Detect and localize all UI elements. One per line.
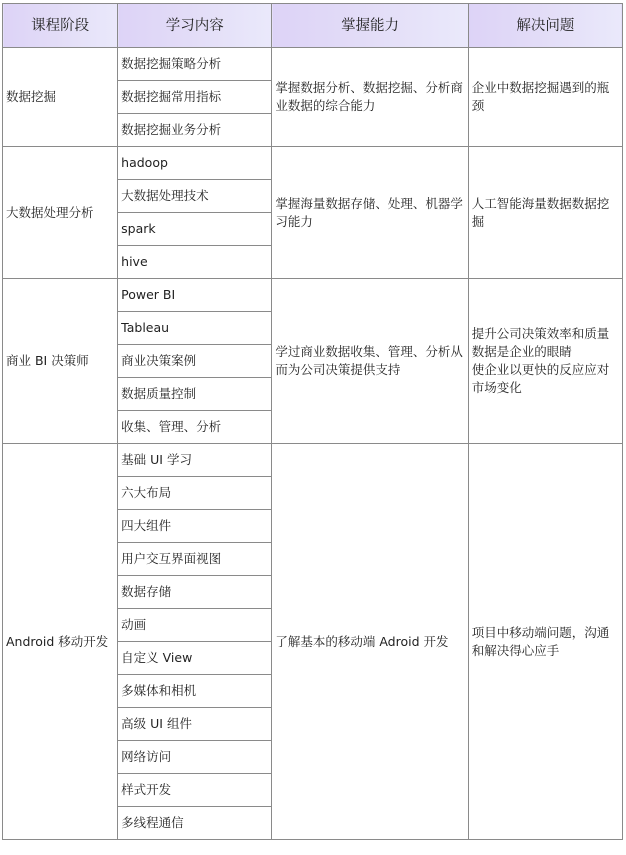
content-cell: 数据存储 [118, 576, 272, 609]
ability-cell: 掌握数据分析、数据挖掘、分析商业数据的综合能力 [272, 48, 468, 147]
content-cell: hive [118, 246, 272, 279]
content-cell: 动画 [118, 609, 272, 642]
content-cell: 多媒体和相机 [118, 675, 272, 708]
header-row [3, 4, 623, 48]
problem-cell: 项目中移动端问题，沟通和解决得心应手 [468, 444, 622, 840]
stage-cell: 商业 BI 决策师 [3, 279, 118, 444]
content-cell: 四大组件 [118, 510, 272, 543]
content-cell: Tableau [118, 312, 272, 345]
content-cell: 多线程通信 [118, 807, 272, 840]
stage-cell: 数据挖掘 [3, 48, 118, 147]
stage-cell: Android 移动开发 [3, 444, 118, 840]
header-content: 学习内容 [118, 4, 272, 48]
stage-cell: 大数据处理分析 [3, 147, 118, 279]
content-cell: 大数据处理技术 [118, 180, 272, 213]
content-cell: 样式开发 [118, 774, 272, 807]
content-cell: 用户交互界面视图 [118, 543, 272, 576]
header-problem: 解决问题 [468, 4, 622, 48]
ability-cell: 了解基本的移动端 Adroid 开发 [272, 444, 468, 840]
content-cell: spark [118, 213, 272, 246]
table-row [3, 48, 623, 81]
header-stage: 课程阶段 [3, 4, 118, 48]
content-cell: 数据挖掘常用指标 [118, 81, 272, 114]
problem-cell: 提升公司决策效率和质量 数据是企业的眼睛 使企业以更快的反应应对市场变化 [468, 279, 622, 444]
content-cell: 网络访问 [118, 741, 272, 774]
ability-cell: 学过商业数据收集、管理、分析从而为公司决策提供支持 [272, 279, 468, 444]
content-cell: 数据挖掘业务分析 [118, 114, 272, 147]
content-cell: hadoop [118, 147, 272, 180]
content-cell: 商业决策案例 [118, 345, 272, 378]
ability-cell: 掌握海量数据存储、处理、机器学习能力 [272, 147, 468, 279]
content-cell: 高级 UI 组件 [118, 708, 272, 741]
problem-cell: 企业中数据挖掘遇到的瓶颈 [468, 48, 622, 147]
content-cell: 收集、管理、分析 [118, 411, 272, 444]
content-cell: 数据挖掘策略分析 [118, 48, 272, 81]
content-cell: 六大布局 [118, 477, 272, 510]
header-ability: 掌握能力 [272, 4, 468, 48]
course-table [2, 3, 623, 840]
table-row [3, 147, 623, 180]
content-cell: Power BI [118, 279, 272, 312]
problem-cell: 人工智能海量数据数据挖掘 [468, 147, 622, 279]
table-row [3, 444, 623, 477]
table-row [3, 279, 623, 312]
content-cell: 数据质量控制 [118, 378, 272, 411]
content-cell: 自定义 View [118, 642, 272, 675]
content-cell: 基础 UI 学习 [118, 444, 272, 477]
